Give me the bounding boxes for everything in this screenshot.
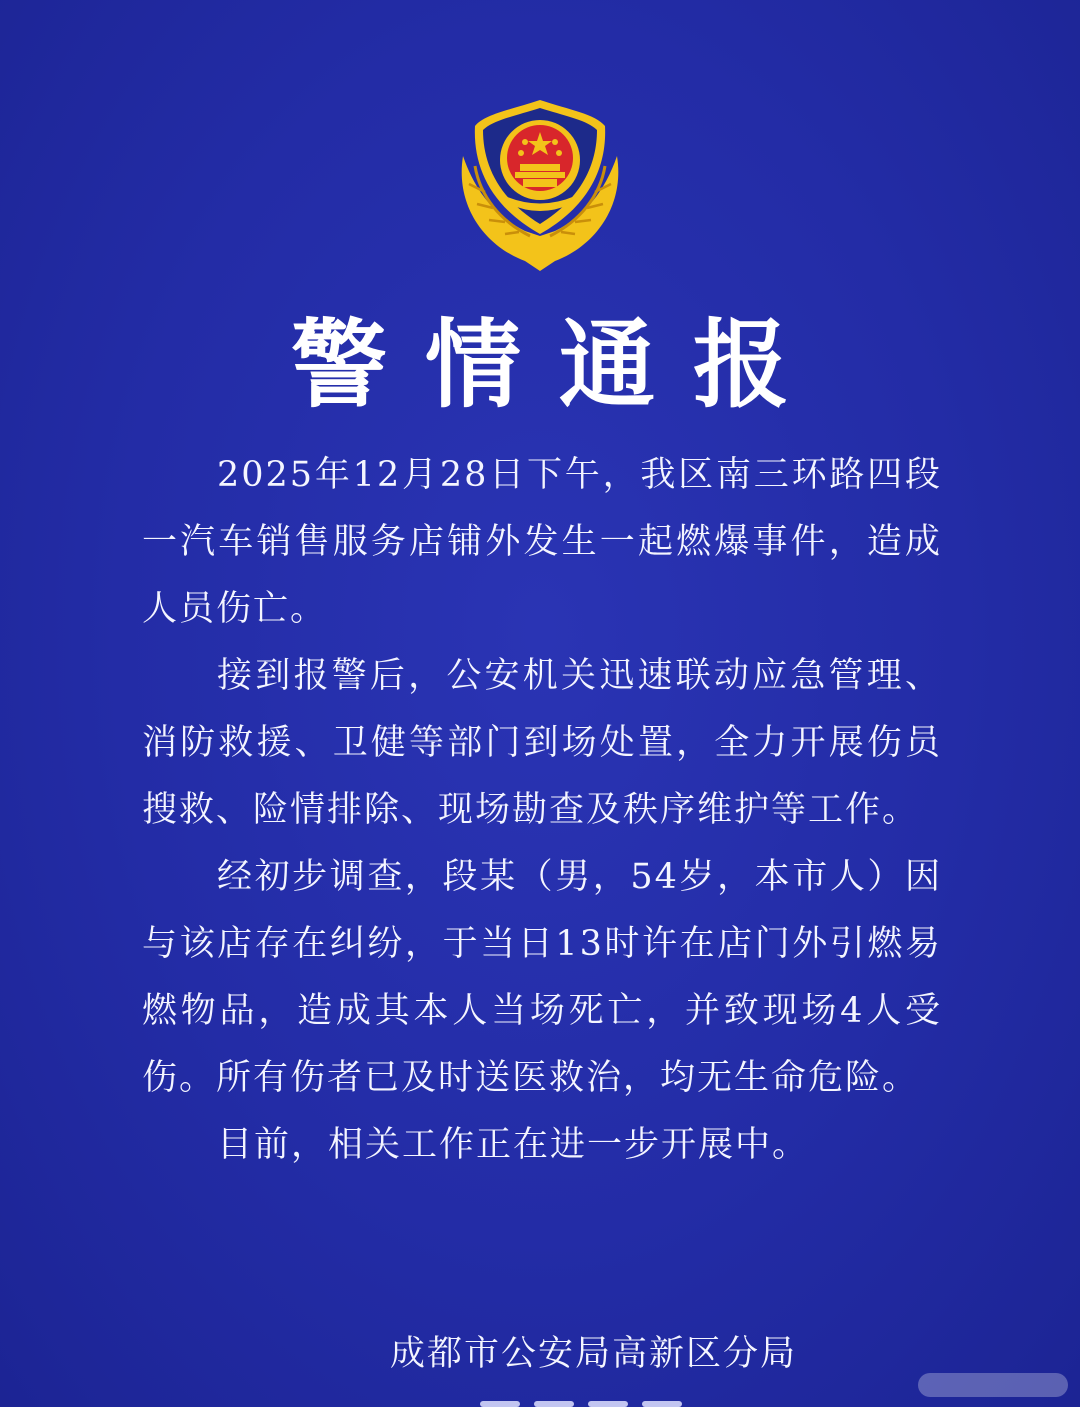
paragraph: 2025年12月28日下午，我区南三环路四段一汽车销售服务店铺外发生一起燃爆事件，造成人员伤亡。 [142, 455, 942, 629]
cropped-date-line [480, 1392, 740, 1407]
police-emblem-icon [455, 96, 625, 271]
issuer-signature: 成都市公安局高新区分局 [390, 1334, 798, 1374]
watermark [918, 1373, 1068, 1397]
paragraph: 经初步调查，段某（男，54岁，本市人）因与该店存在纠纷，于当日13时许在店门外引燃易燃物品，造成其本人当场死亡，并致现场4人受伤。所有伤者已及时送医救治，均无生命危险。 [142, 857, 942, 1098]
page-title: 警情通报 [291, 308, 827, 421]
notice-body [142, 442, 942, 1179]
paragraph: 接到报警后，公安机关迅速联动应急管理、消防救援、卫健等部门到场处置，全力开展伤员搜救、险情排除、现场勘查及秩序维护等工作。 [142, 656, 942, 830]
paragraph: 目前，相关工作正在进一步开展中。 [217, 1125, 810, 1165]
